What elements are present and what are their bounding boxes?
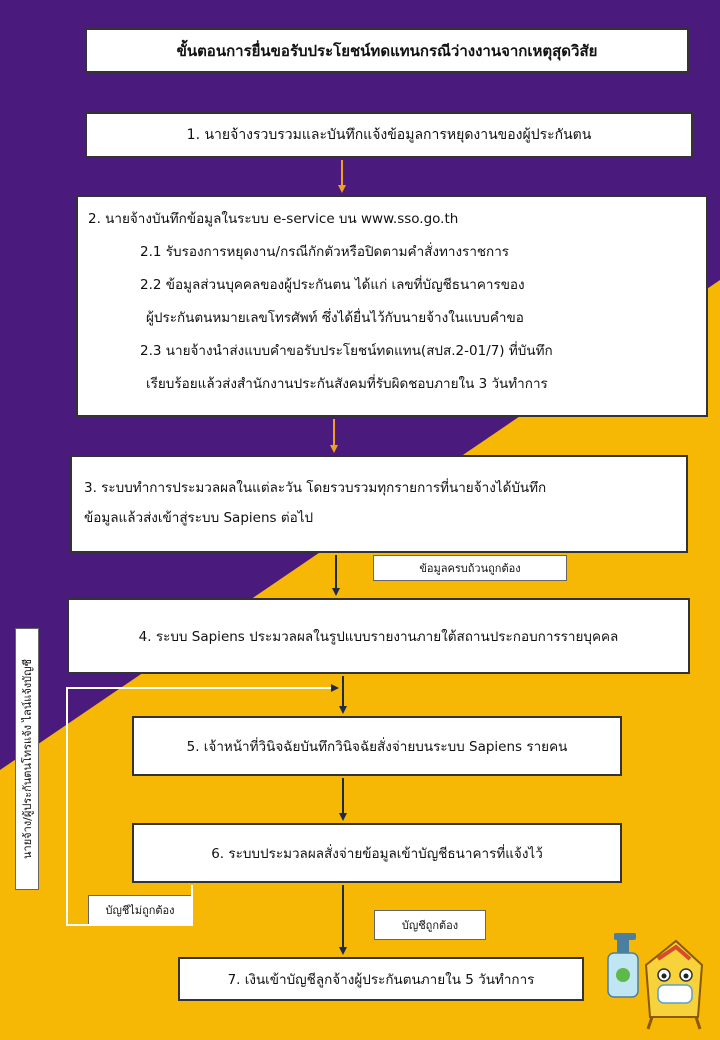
- step-2-3-cont: เรียบร้อยแล้วส่งสำนักงานประกันสังคมที่รับผิดชอบภายใน 3 วันทำการ: [146, 376, 548, 392]
- step-2-heading: 2. นายจ้างบันทึกข้อมูลในระบบ e-service บน www.sso.go.th: [88, 211, 459, 227]
- mascot-illustration: [598, 925, 710, 1033]
- page-title: ขั้นตอนการยื่นขอรับประโยชน์ทดแทนกรณีว่างงานจากเหตุสุดวิสัย: [176, 41, 598, 60]
- step-2-3: 2.3 นายจ้างนำส่งแบบคำขอรับประโยชน์ทดแทน(สปส.2-01/7) ที่บันทึก: [140, 343, 553, 359]
- label-account-correct: บัญชีถูกต้อง: [374, 910, 486, 940]
- step-5-text: 5. เจ้าหน้าที่วินิจฉัยบันทึกวินิจฉัยสั่งจ่ายบนระบบ Sapiens รายคน: [186, 739, 568, 755]
- step-3-line-2: ข้อมูลแล้วส่งเข้าสู่ระบบ Sapiens ต่อไป: [84, 510, 314, 526]
- step-3-line-1: 3. ระบบทำการประมวลผลในแต่ละวัน โดยรวบรวมทุกรายการที่นายจ้างได้บันทึก: [84, 480, 547, 496]
- sanitizer-bottle-icon: [608, 933, 638, 997]
- step-7-text: 7. เงินเข้าบัญชีลูกจ้างผู้ประกันตนภายใน 5 วันทำการ: [227, 972, 535, 988]
- step-2-1: 2.1 รับรองการหยุดงาน/กรณีกักตัวหรือปิดตามคำสั่งทางราชการ: [140, 244, 510, 260]
- step-2-2-cont: ผู้ประกันตนหมายเลขโทรศัพท์ ซึ่งได้ยื่นไว้กับนายจ้างในแบบคำขอ: [146, 310, 524, 326]
- step-2-2: 2.2 ข้อมูลส่วนบุคคลของผู้ประกันตน ได้แก่ เลขที่บัญชีธนาคารของ: [140, 277, 525, 293]
- side-note-text: นายจ้าง/ผู้ประกันตนโทรแจ้ง ไลน์แจ้งบัญชี: [21, 659, 34, 859]
- step-4-text: 4. ระบบ Sapiens ประมวลผลในรูปแบบรายงานภายใต้สถานประกอบการรายบุคคล: [138, 629, 619, 645]
- feedback-loop-line: [67, 688, 337, 925]
- step-1-text: 1. นายจ้างรวบรวมและบันทึกแจ้งข้อมูลการหยุดงานของผู้ประกันตน: [186, 127, 592, 143]
- label-account-incorrect: บัญชีไม่ถูกต้อง: [88, 895, 192, 925]
- label-data-complete: ข้อมูลครบถ้วนถูกต้อง: [373, 555, 567, 581]
- mascot-face-icon: [646, 941, 702, 1029]
- step-6-text: 6. ระบบประมวลผลสั่งจ่ายข้อมูลเข้าบัญชีธนาคารที่แจ้งไว้: [211, 846, 543, 862]
